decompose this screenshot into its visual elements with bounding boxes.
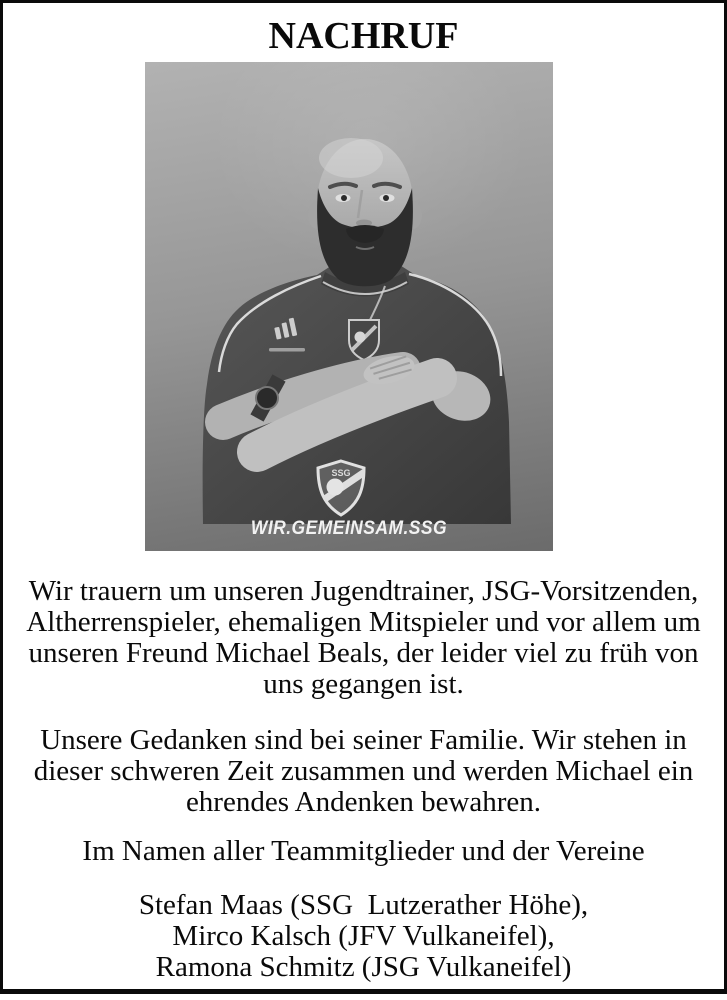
paragraph-4-line-1: Stefan Maas (SSG Lutzerather Höhe), <box>138 889 589 921</box>
photo-caption: WIR.GEMEINSAM.SSG <box>250 518 448 539</box>
paragraph-1-line-3: unseren Freund Michael Beals, der leider viel zu früh von <box>28 637 699 669</box>
memorial-photo <box>145 62 553 551</box>
paragraph-1 <box>0 576 727 700</box>
paragraph-1-line-4: uns gegangen ist. <box>263 668 464 700</box>
paragraph-4 <box>0 890 727 983</box>
shield-ball <box>327 479 344 496</box>
page-title: NACHRUF <box>268 15 459 57</box>
paragraph-2-line-3: ehrendes Andenken bewahren. <box>185 786 542 818</box>
paragraph-2-line-2: dieser schweren Zeit zusammen und werden Michael ein <box>33 755 694 787</box>
paragraph-1-line-1: Wir trauern um unseren Jugendtrainer, JSG-Vorsitzenden, <box>28 575 699 607</box>
head-highlight <box>319 138 383 178</box>
paragraph-3 <box>0 836 727 867</box>
paragraph-2-line-1: Unsere Gedanken sind bei seiner Familie. Wir stehen in <box>40 724 687 756</box>
paragraph-4-line-2: Mirco Kalsch (JFV Vulkaneifel), <box>172 920 555 952</box>
head <box>308 138 422 286</box>
brand-text-smudge <box>269 348 305 352</box>
paragraph-4-line-3: Ramona Schmitz (JSG Vulkaneifel) <box>155 951 572 983</box>
obituary-text <box>0 576 727 983</box>
paragraph-1-line-2: Altherrenspieler, ehemaligen Mitspieler und vor allem um <box>26 606 701 638</box>
paragraph-3-line-1: Im Namen aller Teammitglieder und der Vereine <box>82 835 645 867</box>
paragraph-2 <box>0 725 727 818</box>
shield-ssg-text: SSG <box>331 468 351 478</box>
ssg-shield-logo <box>314 459 368 517</box>
